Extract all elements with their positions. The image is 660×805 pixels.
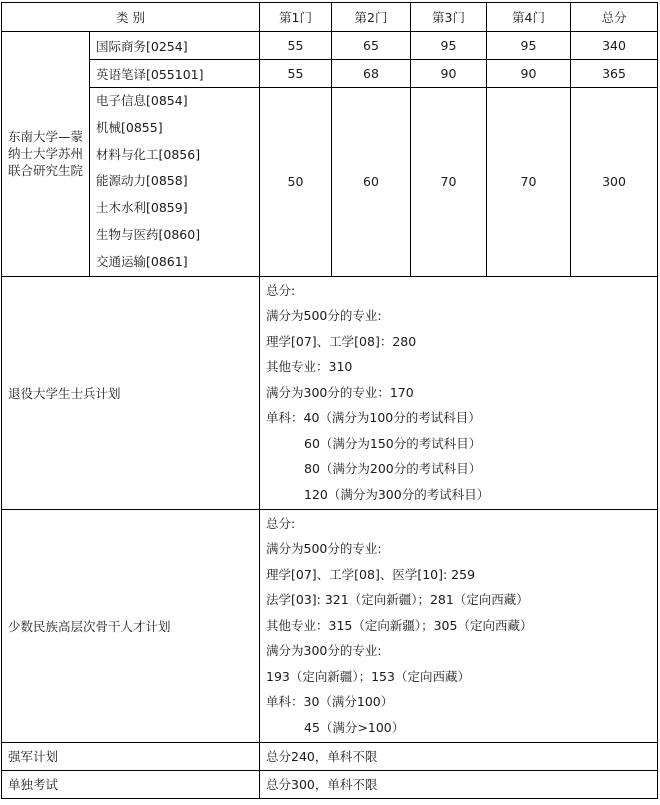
major-name: 材料与化工[0856] <box>96 146 201 162</box>
minority-requirements <box>260 509 658 742</box>
requirement-line: 120（满分为300分的考试科目） <box>304 486 490 502</box>
requirement-line: 理学[07]、工学[08]、医学[10]: 259 <box>266 566 476 582</box>
score-subject4: 95 <box>487 32 571 60</box>
header-total: 总分 <box>571 3 658 32</box>
score-subject1: 50 <box>260 88 332 277</box>
military-value: 总分240，单科不限 <box>260 742 658 770</box>
major-name: 生物与医药[0860] <box>96 226 201 242</box>
header-row <box>2 3 658 32</box>
score-subject4: 90 <box>487 60 571 88</box>
requirement-line: 总分: <box>266 515 296 531</box>
requirement-line: 45（满分>100） <box>304 719 405 735</box>
requirement-line: 单科：30（满分100） <box>266 694 394 710</box>
requirement-line: 其他专业：315（定向新疆）；305（定向西藏） <box>266 617 533 633</box>
requirement-line: 193（定向新疆）；153（定向西藏） <box>266 668 470 684</box>
major-name: 电子信息[0854] <box>96 93 188 108</box>
separate-exam-row <box>2 770 658 798</box>
requirement-line: 80（满分为200分的考试科目） <box>304 461 482 477</box>
veterans-row <box>2 276 658 509</box>
table-row <box>2 32 658 60</box>
score-subject2: 65 <box>332 32 411 60</box>
requirement-line: 满分为500分的专业: <box>266 541 382 557</box>
header-subject2: 第2门 <box>332 3 411 32</box>
score-subject2: 68 <box>332 60 411 88</box>
minority-row <box>2 509 658 742</box>
major-name: 土木水利[0859] <box>96 200 188 216</box>
requirement-line: 法学[03]: 321（定向新疆）；281（定向西藏） <box>266 592 529 608</box>
major-name: 国际商务[0254] <box>90 32 260 60</box>
veterans-label: 退役大学生士兵计划 <box>2 276 260 509</box>
table-row-group <box>2 88 658 277</box>
header-subject1: 第1门 <box>260 3 332 32</box>
header-subject3: 第3门 <box>411 3 487 32</box>
requirement-line: 理学[07]、工学[08]：280 <box>266 333 417 349</box>
score-subject3: 95 <box>411 32 487 60</box>
requirement-line: 其他专业：310 <box>266 359 353 375</box>
institute-name: 东南大学—蒙纳士大学苏州联合研究生院 <box>2 32 90 277</box>
major-name: 英语笔译[055101] <box>90 60 260 88</box>
score-subject1: 55 <box>260 60 332 88</box>
score-total: 340 <box>571 32 658 60</box>
requirement-line: 单科：40（满分为100分的考试科目） <box>266 410 481 426</box>
major-name: 能源动力[0858] <box>96 173 188 189</box>
minority-label: 少数民族高层次骨干人才计划 <box>2 509 260 742</box>
header-subject4: 第4门 <box>487 3 571 32</box>
score-total: 365 <box>571 60 658 88</box>
score-subject3: 70 <box>411 88 487 277</box>
header-category: 类 别 <box>2 3 260 32</box>
requirement-line: 满分为300分的专业：170 <box>266 384 414 400</box>
requirement-line: 满分为300分的专业: <box>266 643 382 659</box>
score-subject3: 90 <box>411 60 487 88</box>
score-total: 300 <box>571 88 658 277</box>
major-name: 交通运输[0861] <box>96 253 188 269</box>
requirement-line: 总分: <box>266 282 296 298</box>
separate-exam-label: 单独考试 <box>2 770 260 798</box>
score-requirements-table <box>1 2 658 799</box>
score-subject2: 60 <box>332 88 411 277</box>
score-subject4: 70 <box>487 88 571 277</box>
military-row <box>2 742 658 770</box>
veterans-requirements <box>260 276 658 509</box>
separate-exam-value: 总分300，单科不限 <box>260 770 658 798</box>
table-row <box>2 60 658 88</box>
military-label: 强军计划 <box>2 742 260 770</box>
major-name: 机械[0855] <box>96 119 163 135</box>
score-subject1: 55 <box>260 32 332 60</box>
major-group-list <box>90 88 260 277</box>
requirement-line: 满分为500分的专业: <box>266 308 382 324</box>
requirement-line: 60（满分为150分的考试科目） <box>304 435 482 451</box>
